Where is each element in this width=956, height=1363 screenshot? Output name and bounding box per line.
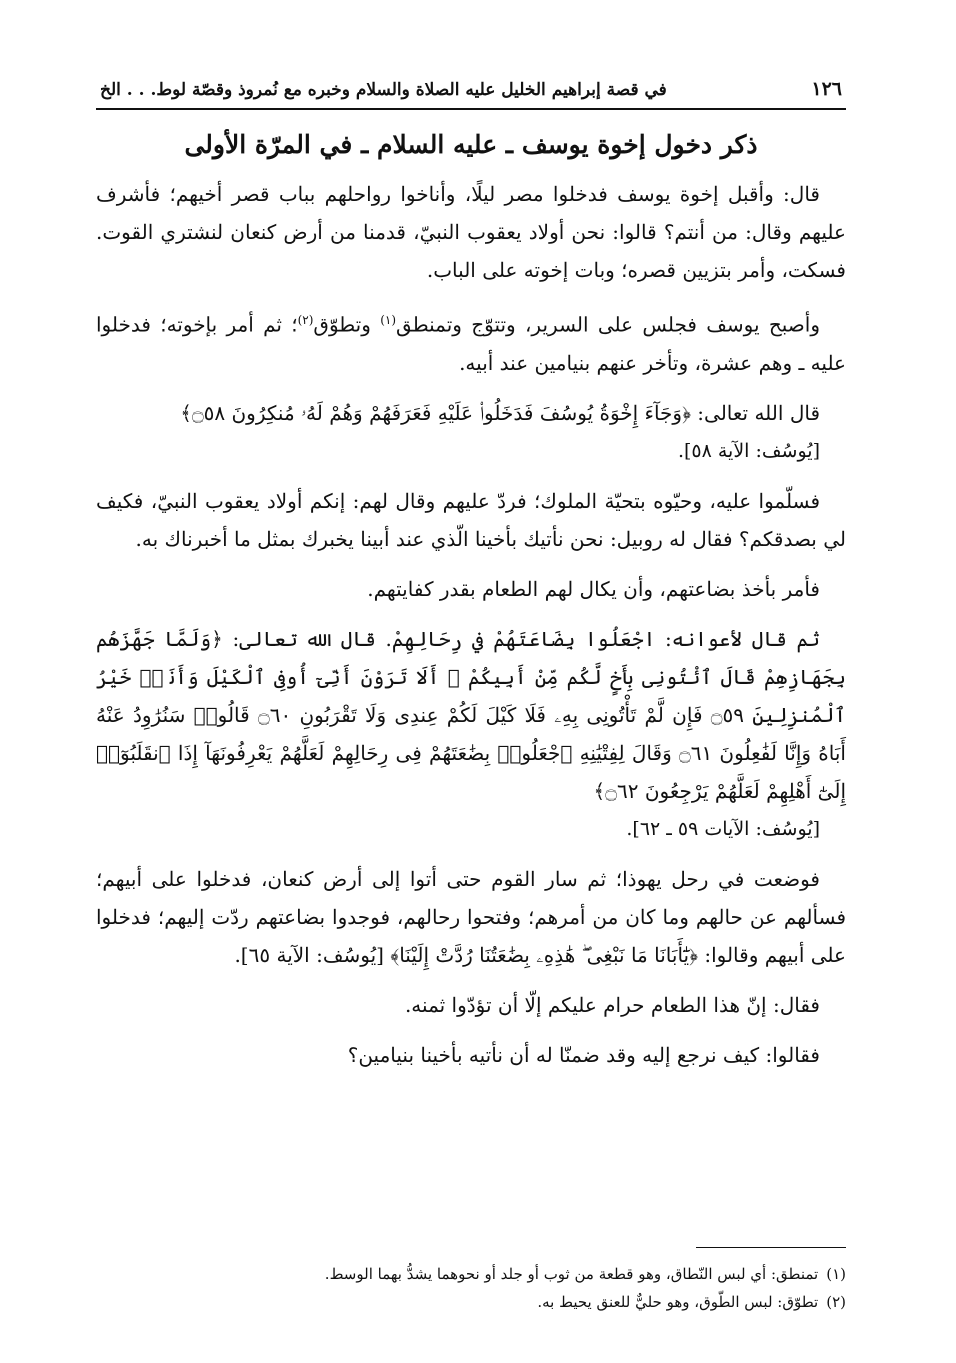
footnote-2 xyxy=(96,1288,846,1316)
footnotes xyxy=(96,1247,846,1316)
quran-verse-65: ﴿يَٰٓأَبَانَا مَا نَبْغِى ۖ هَٰذِهِۦ بِضَٰعَتُنَا رُدَّتْ إِلَيْنَا﴾ xyxy=(390,942,698,967)
footnote-1-number: (١) xyxy=(826,1265,846,1283)
footnote-ref-2: (٢) xyxy=(297,313,314,327)
footnote-1-text: تمنطق: أي لبس النّطاق، وهو قطعة من ثوب أو جلد أو نحوهما يشدُّ بهما الوسط. xyxy=(324,1265,819,1283)
page-body xyxy=(96,78,846,1086)
quran-verses-59-62: ﴿وَلَمَّا جَهَّزَهُم بِجَهَازِهِمْ قَالَ ٱئْتُونِى بِأَخٍ لَّكُم مِّنْ أَبِيكُمْ ۚ أَلَا تَرَوْنَ أَنِّىٓ أُوفِى ٱلْكَيْلَ وَأَنَا۠ خَيْرُ ٱلْمُنزِلِينَ ۝٥٩ فَإِن لَّمْ تَأْتُونِى بِهِۦ فَلَا كَيْلَ لَكُمْ عِندِى وَلَا تَقْرَبُونِ ۝٦٠ قَالُوا۟ سَنُرَٰوِدُ عَنْهُ أَبَاهُ وَإِنَّا لَفَٰعِلُونَ ۝٦١ وَقَالَ لِفِتْيَٰنِهِ ٱجْعَلُوا۟ بِضَٰعَتَهُمْ فِى رِحَالِهِمْ لَعَلَّهُمْ يَعْرِفُونَهَآ إِذَا ٱنقَلَبُوٓا۟ إِلَىٰٓ أَهْلِهِمْ لَعَلَّهُمْ يَرْجِعُونَ ۝٦٢﴾ xyxy=(96,626,847,803)
paragraph-7 xyxy=(96,860,846,974)
paragraph-9: فقالوا: كيف نرجع إليه وقد ضمنّا له أن نأتيه بأخينا بنيامين؟ xyxy=(347,1042,820,1067)
footnote-2-number: (٢) xyxy=(826,1293,846,1311)
running-title: في قصة إبراهيم الخليل عليه الصلاة والسلام وخبره مع نُمروذ وقصّة لوط. . . الخ xyxy=(100,80,667,100)
paragraph-3 xyxy=(96,394,846,470)
verse-reference-59-62: [يُوسُف: الآيات ٥٩ ـ ٦٢]. xyxy=(626,817,820,840)
verse-reference-58: [يُوسُف: الآية ٥٨]. xyxy=(677,439,820,462)
section-title: ذكر دخول إخوة يوسف ـ عليه السلام ـ في المرّة الأولى xyxy=(184,130,758,159)
paragraph-6 xyxy=(96,620,846,848)
paragraph-8: فقال: إنّ هذا الطعام حرام عليكم إلّا أن تؤدّوا ثمنه. xyxy=(404,992,820,1017)
paragraph-5: فأمر بأخذ بضاعتهم، وأن يكال لهم الطعام بقدر كفايتهم. xyxy=(367,576,820,601)
footnote-2-text: تطوّق: لبس الطّوق، وهو حليٌّ للعنق يحيط به. xyxy=(537,1293,819,1311)
paragraph-6-lead: ثم قال لأعوانه: اجْعَلُوا بِضَاعَتَهُمْ في رِحَالِهِمْ. قال الله تعالى: xyxy=(222,626,820,651)
quran-verse-58: ﴿وَجَآءَ إِخْوَةُ يُوسُفَ فَدَخَلُوا۟ عَلَيْهِ فَعَرَفَهُمْ وَهُمْ لَهُۥ مُنكِرُونَ ۝٥٨﴾ xyxy=(180,400,691,425)
paragraph-2 xyxy=(96,301,846,382)
paragraph-2-text-c: ؛ ثم أمر بإخوته؛ فدخلوا عليه ـ وهم عشرة، وتأخر عنهم بنيامين عند أبيه. xyxy=(96,312,846,375)
footnote-ref-1: (١) xyxy=(380,313,397,327)
paragraph-4: فسلّموا عليه، وحيّوه بتحيّة الملوك؛ فردّ عليهم وقال لهم: إنكم أولاد يعقوب النبيّ، فكيف لي بصدقكم؟ فقال له روبيل: نحن نأتيك بأخينا الّذي عند أبينا يخبرك بمثل ما أخبرناك به. xyxy=(96,488,846,551)
paragraph-2-text-b: وتطوّق xyxy=(313,312,381,337)
running-header xyxy=(96,78,846,110)
paragraph-7-lead: فوضعت في رحل يهوذا؛ ثم سار القوم حتى أتوا إلى أرض كنعان، فدخلوا على أبيهم؛ فسألهم عن حالهم وما كان من أمرهم؛ وفتحوا رحالهم، فوجدوا بضاعتهم ردّت إليهم؛ فدخلوا على أبيهم وقالوا: xyxy=(96,866,846,967)
footnote-divider xyxy=(696,1247,846,1248)
verse-reference-65: [يُوسُف: الآية ٦٥]. xyxy=(234,942,391,967)
page-number: ١٢٦ xyxy=(811,78,842,100)
paragraph-2-text-a: وأصبح يوسف فجلس على السرير، وتتوّج وتمنطق xyxy=(396,312,820,337)
paragraph-1: قال: وأقبل إخوة يوسف فدخلوا مصر ليلًا، وأناخوا رواحلهم بباب قصر أخيهم؛ فأشرف عليهم وقال: من أنتم؟ قالوا: نحن أولاد يعقوب النبيّ، قدمنا من أرض كنعان لنشتري القوت. فسكت، وأمر بتزيين قصره؛ وبات إخوته على الباب. xyxy=(96,182,846,282)
paragraph-3-lead: قال الله تعالى: xyxy=(690,400,820,425)
footnote-1 xyxy=(96,1260,846,1288)
